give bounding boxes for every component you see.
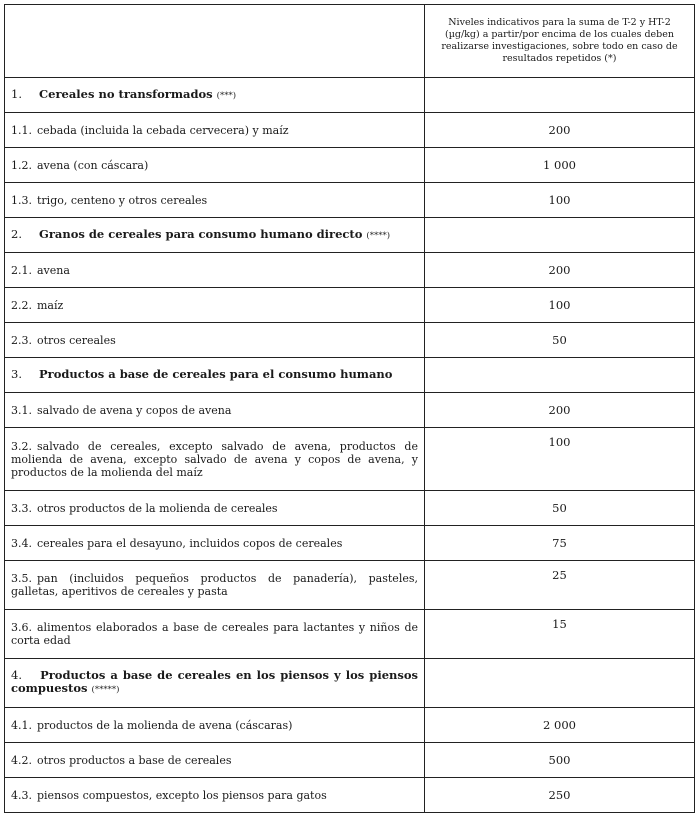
row-label: trigo, centeno y otros cereales [37, 193, 208, 207]
row-value [425, 78, 695, 113]
row-description [5, 708, 425, 743]
table-row [5, 288, 695, 323]
row-number: 3.2. [11, 439, 32, 453]
row-note: (****) [366, 230, 391, 241]
row-number: 3.5. [11, 572, 32, 585]
row-number: 4.1. [11, 718, 32, 732]
row-label: cebada (incluida la cebada cervecera) y maíz [37, 123, 289, 137]
row-description [5, 78, 425, 113]
row-label: Cereales no transformados [39, 86, 213, 101]
row-label: productos de la molienda de avena (cáscaras) [37, 718, 293, 732]
row-number: 1.3. [11, 193, 32, 207]
row-value: 75 [425, 526, 695, 561]
row-value: 200 [425, 113, 695, 148]
row-number: 3.3. [11, 501, 32, 515]
row-number: 1.1. [11, 123, 32, 137]
row-value: 25 [425, 561, 695, 610]
table-row [5, 743, 695, 778]
row-description [5, 148, 425, 183]
row-description [5, 323, 425, 358]
row-value: 200 [425, 393, 695, 428]
table-row [5, 778, 695, 813]
row-value: 1 000 [425, 148, 695, 183]
table-row [5, 323, 695, 358]
table-row [5, 526, 695, 561]
row-label: piensos compuestos, excepto los piensos para gatos [37, 788, 327, 802]
row-number: 4. [11, 668, 22, 682]
row-label: avena (con cáscara) [37, 158, 149, 172]
row-number: 2.3. [11, 333, 32, 347]
row-label: Productos a base de cereales para el consumo humano [39, 366, 393, 381]
row-label: salvado de avena y copos de avena [37, 403, 232, 417]
row-description [5, 491, 425, 526]
row-value: 50 [425, 323, 695, 358]
row-value [425, 218, 695, 253]
row-number: 2.2. [11, 298, 32, 312]
row-description [5, 428, 425, 491]
row-description [5, 288, 425, 323]
row-note: (*****) [91, 685, 120, 695]
row-value: 250 [425, 778, 695, 813]
row-value: 15 [425, 610, 695, 659]
row-number: 4.3. [11, 788, 32, 802]
row-description [5, 610, 425, 659]
row-value: 200 [425, 253, 695, 288]
table-header-row [5, 5, 695, 78]
row-number: 1.2. [11, 158, 32, 172]
table-row [5, 393, 695, 428]
table-row [5, 183, 695, 218]
row-number: 2.1. [11, 263, 32, 277]
table-row [5, 561, 695, 610]
row-number: 3.4. [11, 536, 32, 550]
row-number: 1. [11, 86, 22, 101]
row-value: 100 [425, 183, 695, 218]
row-label: avena [37, 263, 70, 277]
row-label: Granos de cereales para consumo humano directo [39, 226, 363, 241]
table-row [5, 610, 695, 659]
row-label: salvado de cereales, excepto salvado de avena, productos de molienda de avena, excepto salvado de avena y copos de avena, y productos de la molienda del maíz [11, 439, 418, 479]
row-description [5, 358, 425, 393]
table-row [5, 253, 695, 288]
indicative-levels-table [4, 4, 695, 813]
row-description [5, 113, 425, 148]
row-number: 2. [11, 226, 22, 241]
row-value [425, 358, 695, 393]
row-value: 50 [425, 491, 695, 526]
row-description [5, 743, 425, 778]
row-description [5, 526, 425, 561]
row-number: 3.1. [11, 403, 32, 417]
row-label: cereales para el desayuno, incluidos copos de cereales [37, 536, 343, 550]
row-label: alimentos elaborados a base de cereales para lactantes y niños de corta edad [11, 621, 418, 647]
row-label: maíz [37, 298, 64, 312]
table-row [5, 113, 695, 148]
row-label: otros cereales [37, 333, 116, 347]
row-value: 500 [425, 743, 695, 778]
row-value: 100 [425, 288, 695, 323]
row-value: 2 000 [425, 708, 695, 743]
row-description [5, 393, 425, 428]
row-description [5, 218, 425, 253]
row-value: 100 [425, 428, 695, 491]
header-right-cell: Niveles indicativos para la suma de T-2 y HT-2 (µg/kg) a partir/por encima de los cuales deben realizarse investigaciones, sobre todo en caso de resultados repetidos (*) [425, 5, 695, 78]
table-row-section-1 [5, 78, 695, 113]
table-row [5, 428, 695, 491]
row-number: 3.6. [11, 621, 32, 634]
row-label: otros productos de la molienda de cereales [37, 501, 278, 515]
row-description [5, 659, 425, 708]
table-row [5, 491, 695, 526]
table-row [5, 708, 695, 743]
table-row-section-3 [5, 358, 695, 393]
table-row-section-4 [5, 659, 695, 708]
table-row [5, 148, 695, 183]
row-value [425, 659, 695, 708]
row-number: 3. [11, 366, 22, 381]
table-row-section-2 [5, 218, 695, 253]
row-note: (***) [216, 90, 237, 101]
row-label: Productos a base de cereales en los piensos y los piensos compuestos [11, 668, 418, 695]
row-number: 4.2. [11, 753, 32, 767]
row-description [5, 778, 425, 813]
header-left-cell [5, 5, 425, 78]
row-label: pan (incluidos pequeños productos de panadería), pasteles, galletas, aperitivos de cereales y pasta [11, 572, 418, 598]
row-label: otros productos a base de cereales [37, 753, 232, 767]
row-description [5, 253, 425, 288]
row-description [5, 183, 425, 218]
row-description [5, 561, 425, 610]
